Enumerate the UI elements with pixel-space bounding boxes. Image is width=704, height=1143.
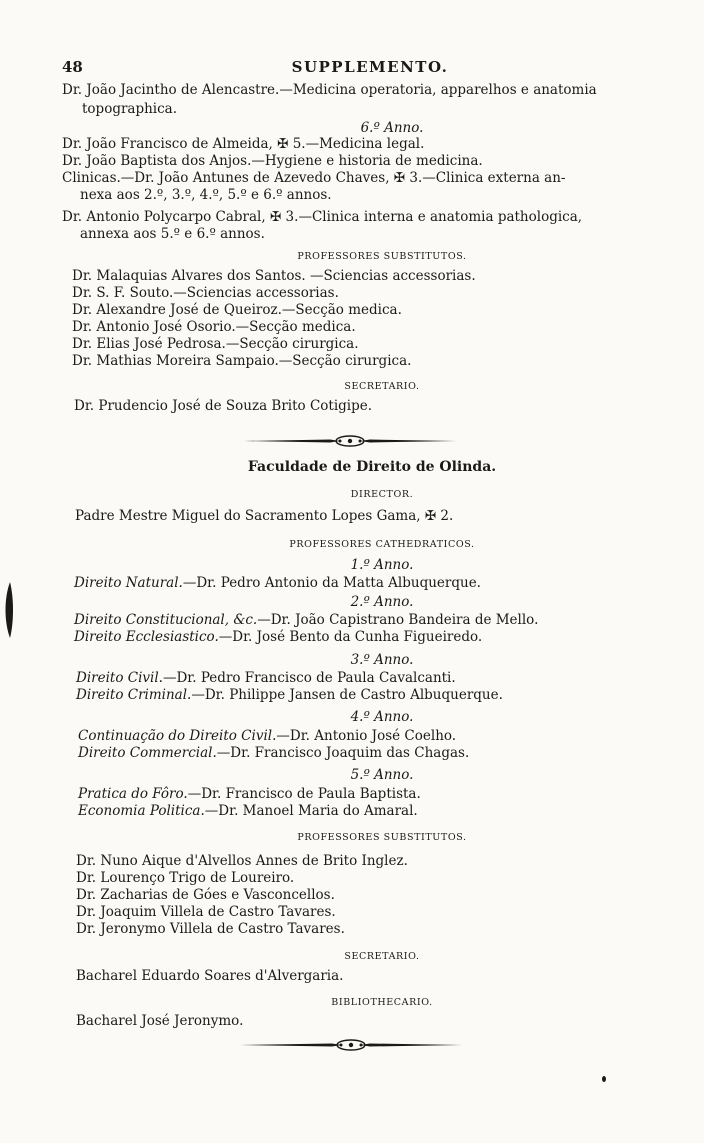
section-heading: PROFESSORES SUBSTITUTOS. (297, 832, 467, 843)
professor: —Dr. Pedro Antonio da Matta Albuquerque. (182, 575, 481, 591)
year-heading: 4.º Anno. (350, 709, 414, 725)
professor-entry (74, 612, 538, 629)
professor-entry (74, 575, 481, 592)
subject: Economia Politica. (78, 803, 205, 819)
ornamental-divider (236, 1036, 466, 1054)
running-title: SUPPLEMENTO. (291, 58, 449, 76)
professor-entry (76, 687, 503, 704)
substitute-entry: Dr. Elias José Pedrosa.—Secção cirurgica. (72, 336, 359, 352)
professor-entry (78, 745, 469, 762)
substitute-entry: Dr. Malaquias Alvares dos Santos. —Sciencias accessorias. (72, 268, 476, 284)
section-heading: PROFESSORES CATHEDRATICOS. (289, 539, 475, 550)
medicine-entry-cont: nexa aos 2.º, 3.º, 4.º, 5.º e 6.º annos. (80, 187, 332, 203)
substitute-entry: Dr. Jeronymo Villela de Castro Tavares. (76, 921, 345, 937)
subject: Continuação do Direito Civil. (78, 728, 277, 744)
ink-mark (602, 1076, 606, 1082)
professor: —Dr. Pedro Francisco de Paula Cavalcanti. (162, 670, 456, 686)
professor-entry (78, 786, 421, 803)
professor-entry (74, 629, 482, 646)
professor: —Dr. Philippe Jansen de Castro Albuquerque. (191, 687, 503, 703)
section-heading: BIBLIOTHECARIO. (331, 997, 433, 1008)
ornamental-divider (240, 432, 460, 450)
director-entry: Padre Mestre Miguel do Sacramento Lopes Gama, ✠ 2. (75, 508, 454, 524)
year-heading: 5.º Anno. (350, 767, 414, 783)
substitute-entry: Dr. Lourenço Trigo de Loureiro. (76, 870, 295, 886)
year-heading: 3.º Anno. (350, 652, 414, 668)
professor: —Dr. Antonio José Coelho. (276, 728, 457, 744)
substitute-entry: Dr. S. F. Souto.—Sciencias accessorias. (72, 285, 339, 301)
year-heading: 2.º Anno. (350, 594, 414, 610)
binding-mark (2, 580, 18, 640)
medicine-entry: Clinicas.—Dr. João Antunes de Azevedo Chaves, ✠ 3.—Clinica externa an- (62, 170, 566, 186)
section-heading: PROFESSORES SUBSTITUTOS. (297, 251, 467, 262)
professor-entry (76, 670, 456, 687)
page-number: 48 (62, 58, 83, 76)
medicine-entry-cont: annexa aos 5.º e 6.º annos. (80, 226, 265, 242)
medicine-entry-cont: topographica. (82, 101, 178, 117)
section-heading: SECRETARIO. (344, 381, 420, 392)
medicine-entry: Dr. João Baptista dos Anjos.—Hygiene e historia de medicina. (62, 153, 483, 169)
professor: —Dr. Francisco Joaquim das Chagas. (216, 745, 470, 761)
section-title: Faculdade de Direito de Olinda. (247, 459, 497, 475)
medicine-entry: Dr. João Francisco de Almeida, ✠ 5.—Medicina legal. (62, 136, 425, 152)
librarian-entry: Bacharel José Jeronymo. (76, 1013, 244, 1029)
substitute-entry: Dr. Mathias Moreira Sampaio.—Secção cirurgica. (72, 353, 412, 369)
subject: Direito Constitucional, &c. (74, 612, 258, 628)
subject: Direito Natural. (74, 575, 183, 591)
substitute-entry: Dr. Nuno Aique d'Alvellos Annes de Brito Inglez. (76, 853, 408, 869)
secretary-entry: Dr. Prudencio José de Souza Brito Cotigipe. (74, 398, 373, 414)
substitute-entry: Dr. Antonio José Osorio.—Secção medica. (72, 319, 356, 335)
section-heading: DIRECTOR. (350, 489, 414, 500)
subject: Direito Civil. (76, 670, 163, 686)
subject: Pratica do Fôro. (78, 786, 188, 802)
section-heading: SECRETARIO. (344, 951, 420, 962)
professor: —Dr. Francisco de Paula Baptista. (187, 786, 421, 802)
subject: Direito Criminal. (76, 687, 192, 703)
professor-entry (78, 728, 456, 745)
professor-entry (78, 803, 418, 820)
professor: —Dr. Manoel Maria do Amaral. (204, 803, 418, 819)
substitute-entry: Dr. Zacharias de Góes e Vasconcellos. (76, 887, 335, 903)
subject: Direito Commercial. (78, 745, 217, 761)
year-heading: 6.º Anno. (360, 120, 424, 136)
medicine-entry: Dr. João Jacintho de Alencastre.—Medicina operatoria, apparelhos e anatomia (62, 82, 597, 98)
professor: —Dr. João Capistrano Bandeira de Mello. (257, 612, 539, 628)
medicine-entry: Dr. Antonio Polycarpo Cabral, ✠ 3.—Clinica interna e anatomia pathologica, (62, 209, 583, 225)
substitute-entry: Dr. Joaquim Villela de Castro Tavares. (76, 904, 336, 920)
professor: —Dr. José Bento da Cunha Figueiredo. (218, 629, 483, 645)
substitute-entry: Dr. Alexandre José de Queiroz.—Secção medica. (72, 302, 402, 318)
subject: Direito Ecclesiastico. (74, 629, 219, 645)
year-heading: 1.º Anno. (350, 557, 414, 573)
secretary-entry: Bacharel Eduardo Soares d'Alvergaria. (76, 968, 344, 984)
